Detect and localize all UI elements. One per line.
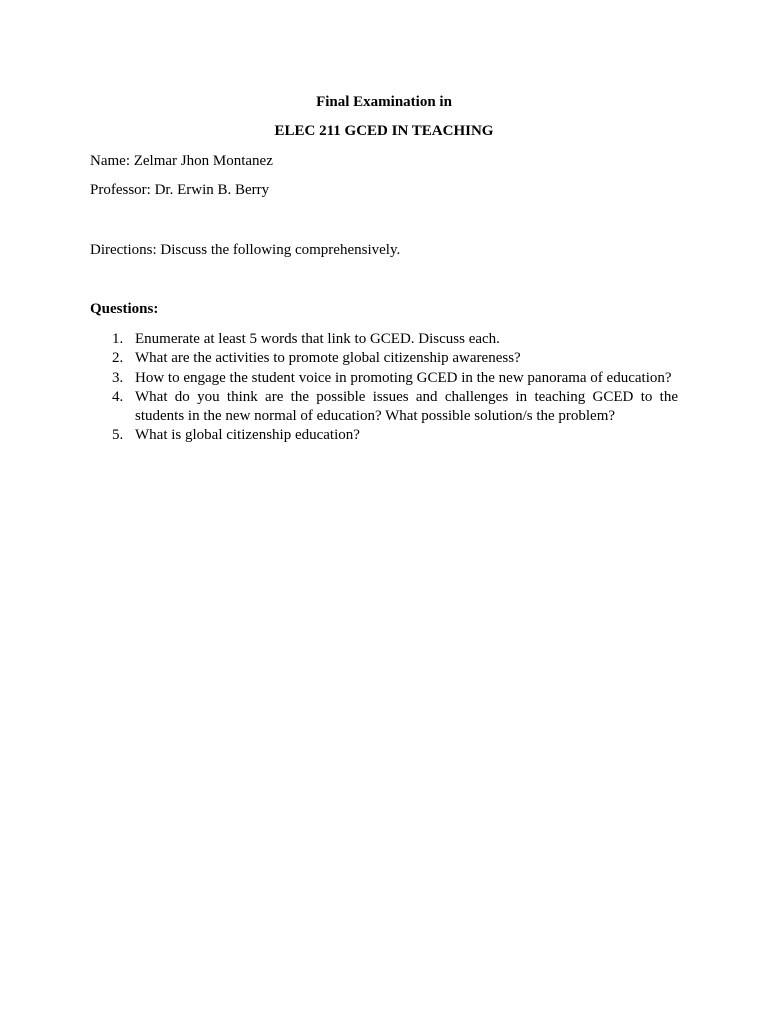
- question-number: 2.: [112, 350, 124, 367]
- professor-name: Professor: Dr. Erwin B. Berry: [90, 182, 270, 198]
- question-number: 4.: [112, 388, 124, 405]
- questions-heading: Questions:: [90, 301, 159, 317]
- directions: Directions: Discuss the following comprehensively.: [90, 242, 401, 258]
- question-text: What do you think are the possible issues and challenges in teaching GCED to the students in the new normal of education? What possible solution/s the problem?: [135, 388, 678, 425]
- exam-title: Final Examination in: [316, 94, 452, 110]
- student-name: Name: Zelmar Jhon Montanez: [90, 153, 273, 169]
- question-item: [90, 369, 678, 388]
- question-item: [90, 330, 678, 349]
- question-number: 1.: [112, 331, 124, 347]
- question-text: What are the activities to promote global citizenship awareness?: [135, 350, 521, 367]
- question-list: [90, 330, 678, 446]
- question-text: Enumerate at least 5 words that link to GCED. Discuss each.: [135, 331, 500, 347]
- question-text: How to engage the student voice in promoting GCED in the new panorama of education?: [135, 369, 672, 386]
- course-title: ELEC 211 GCED IN TEACHING: [274, 123, 494, 139]
- question-number: 5.: [112, 427, 124, 444]
- question-number: 3.: [112, 369, 124, 386]
- question-item: [90, 388, 678, 427]
- question-text: What is global citizenship education?: [135, 427, 360, 444]
- question-item: [90, 426, 678, 445]
- question-item: [90, 349, 678, 368]
